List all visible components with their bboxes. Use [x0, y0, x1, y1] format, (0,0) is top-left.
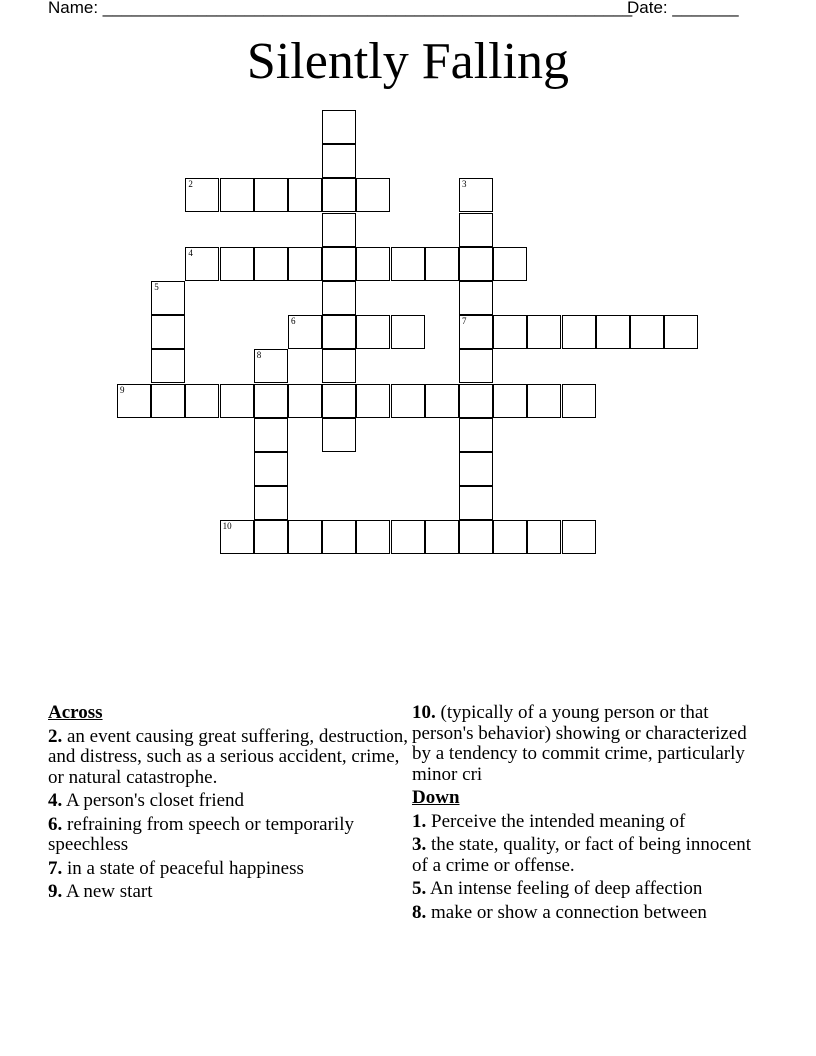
- down-clue-5: [412, 879, 757, 900]
- grid-cell[interactable]: [288, 315, 322, 349]
- down-clue-1: [412, 812, 757, 833]
- grid-cell[interactable]: [254, 384, 288, 418]
- grid-cell[interactable]: [254, 418, 288, 452]
- clue-number: 1.: [412, 810, 427, 832]
- grid-cell[interactable]: [459, 349, 493, 383]
- grid-cell[interactable]: [322, 110, 356, 144]
- puzzle-title: Silently Falling: [246, 33, 570, 90]
- grid-cell[interactable]: [322, 247, 356, 281]
- cell-number: 7: [462, 316, 467, 327]
- grid-cell[interactable]: [356, 178, 390, 212]
- grid-cell[interactable]: [356, 384, 390, 418]
- grid-cell[interactable]: [356, 520, 390, 554]
- clue-text: A person's closet friend: [65, 790, 245, 811]
- grid-cell[interactable]: [391, 315, 425, 349]
- clue-text: an event causing great suffering, destruction, and distress, such as a serious accident, crime, or natural catastrophe.: [48, 725, 409, 788]
- grid-cell[interactable]: [459, 281, 493, 315]
- cell-number: 10: [222, 521, 232, 532]
- across-clues-column-left: [48, 703, 408, 906]
- grid-cell[interactable]: [117, 384, 151, 418]
- grid-cell[interactable]: [527, 384, 561, 418]
- clue-number: 8.: [412, 901, 427, 923]
- across-clue-7: [48, 859, 408, 880]
- grid-cell[interactable]: [356, 315, 390, 349]
- grid-cell[interactable]: [288, 520, 322, 554]
- name-field-label: Name: ________________________________________________________: [48, 0, 633, 17]
- grid-cell[interactable]: [425, 384, 459, 418]
- grid-cell[interactable]: [664, 315, 698, 349]
- grid-cell[interactable]: [459, 452, 493, 486]
- down-clue-8: [412, 903, 757, 924]
- grid-cell[interactable]: [391, 247, 425, 281]
- clue-number: 7.: [48, 857, 63, 879]
- grid-cell[interactable]: [493, 247, 527, 281]
- clue-number: 5.: [412, 878, 427, 899]
- grid-cell[interactable]: [322, 281, 356, 315]
- cell-number: 8: [256, 350, 262, 361]
- clue-text: in a state of peaceful happiness: [67, 857, 304, 879]
- clue-number: 6.: [48, 813, 63, 835]
- grid-cell[interactable]: [391, 520, 425, 554]
- cell-number: 4: [188, 247, 193, 258]
- grid-cell[interactable]: [459, 520, 493, 554]
- clue-text: the state, quality, or fact of being innocent of a crime or offense.: [412, 834, 752, 876]
- grid-cell[interactable]: [322, 213, 356, 247]
- grid-cell[interactable]: [527, 315, 561, 349]
- grid-cell[interactable]: [151, 349, 185, 383]
- date-field-label: Date: _______: [627, 0, 739, 17]
- across-heading: Across: [48, 702, 103, 723]
- grid-cell[interactable]: [185, 178, 219, 212]
- clue-text: An intense feeling of deep affection: [429, 878, 703, 899]
- clue-text: A new start: [65, 881, 153, 902]
- across-clue-4: [48, 791, 408, 812]
- grid-cell[interactable]: [493, 384, 527, 418]
- grid-cell[interactable]: [220, 384, 254, 418]
- cell-number: 3: [462, 179, 467, 190]
- grid-cell[interactable]: [220, 247, 254, 281]
- grid-cell[interactable]: [322, 384, 356, 418]
- grid-cell[interactable]: [151, 281, 185, 315]
- across-clue-2: [48, 727, 408, 789]
- cell-number: 2: [188, 179, 193, 190]
- grid-cell[interactable]: [459, 315, 493, 349]
- down-clue-3: [412, 835, 757, 876]
- cell-number: 6: [291, 316, 296, 327]
- grid-cell[interactable]: [151, 315, 185, 349]
- clue-number: 9.: [48, 881, 63, 902]
- down-heading: Down: [412, 787, 460, 808]
- grid-cell[interactable]: [185, 247, 219, 281]
- clue-number: 4.: [48, 790, 63, 811]
- clue-text: refraining from speech or temporarily speechless: [48, 813, 354, 855]
- grid-cell[interactable]: [425, 520, 459, 554]
- grid-cell[interactable]: [288, 384, 322, 418]
- grid-cell[interactable]: [322, 520, 356, 554]
- grid-cell[interactable]: [220, 178, 254, 212]
- cell-number: 5: [154, 282, 159, 292]
- grid-cell[interactable]: [288, 247, 322, 281]
- grid-cell[interactable]: [288, 178, 322, 212]
- grid-cell[interactable]: [425, 247, 459, 281]
- grid-cell[interactable]: [493, 520, 527, 554]
- grid-cell[interactable]: [220, 520, 254, 554]
- grid-cell[interactable]: [630, 315, 664, 349]
- clue-number: 3.: [412, 834, 427, 855]
- clue-number: 2.: [48, 725, 63, 747]
- grid-cell[interactable]: [356, 247, 390, 281]
- grid-cell[interactable]: [459, 418, 493, 452]
- grid-cell[interactable]: [254, 247, 288, 281]
- clue-text: (typically of a young person or that person's behavior) showing or characterized by a tendency to commit crime, particularly minor cri: [412, 702, 747, 785]
- grid-cell[interactable]: [562, 520, 596, 554]
- grid-cell[interactable]: [254, 486, 288, 520]
- grid-cell[interactable]: [527, 520, 561, 554]
- across-clue-6: [48, 815, 408, 856]
- grid-cell[interactable]: [459, 178, 493, 212]
- grid-cell[interactable]: [151, 384, 185, 418]
- grid-cell[interactable]: [493, 315, 527, 349]
- grid-cell[interactable]: [322, 178, 356, 212]
- grid-cell[interactable]: [596, 315, 630, 349]
- across-clue-10: [412, 703, 757, 785]
- across-clue-9: [48, 882, 408, 903]
- grid-cell[interactable]: [562, 384, 596, 418]
- clues-column-right: [412, 703, 757, 926]
- grid-cell[interactable]: [322, 418, 356, 452]
- grid-cell[interactable]: [562, 315, 596, 349]
- grid-cell[interactable]: [254, 520, 288, 554]
- grid-cell[interactable]: [322, 349, 356, 383]
- grid-cell[interactable]: [322, 315, 356, 349]
- clue-number: 10.: [412, 702, 436, 723]
- grid-cell[interactable]: [254, 349, 288, 383]
- grid-cell[interactable]: [459, 247, 493, 281]
- grid-cell[interactable]: [185, 384, 219, 418]
- grid-cell[interactable]: [254, 178, 288, 212]
- clue-text: Perceive the intended meaning of: [431, 810, 686, 832]
- cell-number: 9: [120, 384, 125, 395]
- grid-cell[interactable]: [459, 213, 493, 247]
- grid-cell[interactable]: [459, 384, 493, 418]
- grid-cell[interactable]: [391, 384, 425, 418]
- grid-cell[interactable]: [459, 486, 493, 520]
- grid-cell[interactable]: [254, 452, 288, 486]
- clue-text: make or show a connection between: [431, 901, 707, 923]
- grid-cell[interactable]: [322, 144, 356, 178]
